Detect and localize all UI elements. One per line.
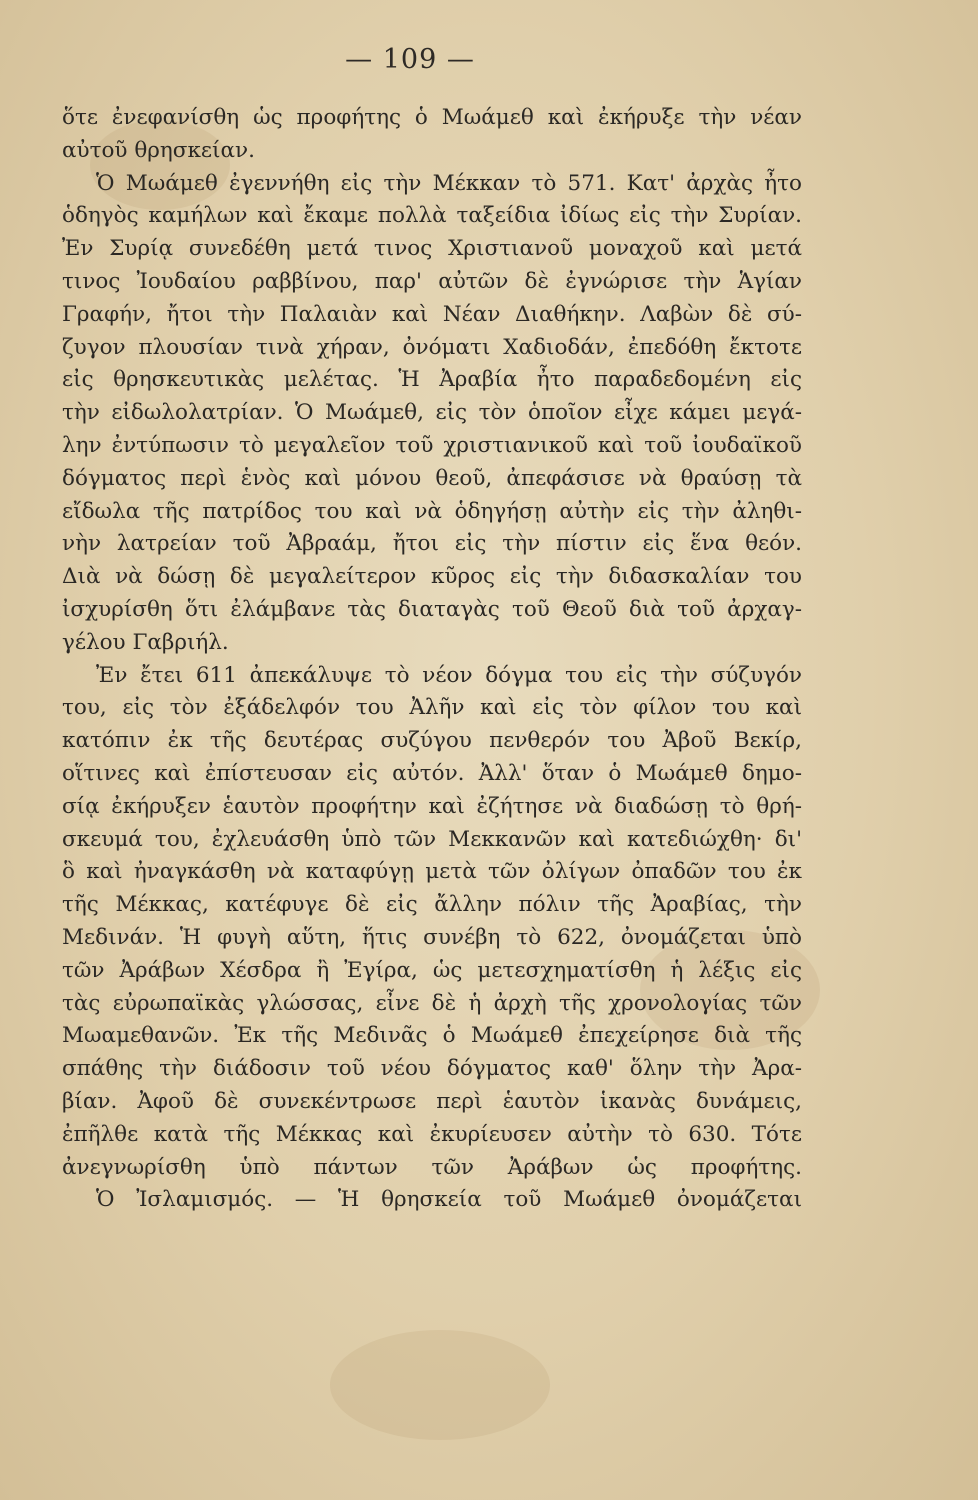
text-line: ζυγον πλουσίαν τινὰ χήραν, ὀνόματι Χαδιοδάν, ἐπεδόθη ἔκτοτε xyxy=(62,334,802,360)
text-line: ἐπῆλθε κατὰ τῆς Μέκκας καὶ ἐκυρίευσεν αὐτὴν τὸ 630. Τότε xyxy=(62,1121,802,1147)
text-line: τινος Ἰουδαίου ραββίνου, παρ' αὐτῶν δὲ ἐγνώρισε τὴν Ἁγίαν xyxy=(62,268,802,294)
text-line: τὰς εὐρωπαϊκὰς γλώσσας, εἶνε δὲ ἡ ἀρχὴ τῆς χρονολογίας τῶν xyxy=(62,990,802,1016)
text-line: Ἐν ἔτει 611 ἀπεκάλυψε τὸ νέον δόγμα του εἰς τὴν σύζυγόν xyxy=(96,662,802,688)
text-line: ἰσχυρίσθη ὅτι ἐλάμβανε τὰς διαταγὰς τοῦ Θεοῦ διὰ τοῦ ἀρχαγ- xyxy=(62,596,802,622)
text-line: αὐτοῦ θρησκείαν. xyxy=(62,137,255,163)
text-line: εἰς θρησκευτικὰς μελέτας. Ἡ Ἀραβία ἦτο παραδεδομένη εἰς xyxy=(62,367,802,393)
text-line: κατόπιν ἐκ τῆς δευτέρας συζύγου πενθερόν του Ἀβοῦ Βεκίρ, xyxy=(62,728,802,754)
body-text xyxy=(62,102,802,1217)
text-line: βίαν. Ἀφοῦ δὲ συνεκέντρωσε περὶ ἑαυτὸν ἱκανὰς δυνάμεις, xyxy=(62,1088,802,1114)
text-line: Ὁ Ἰσλαμισμός. — Ἡ θρησκεία τοῦ Μωάμεθ ὀνομάζεται xyxy=(96,1187,802,1213)
text-line: οἵτινες καὶ ἐπίστευσαν εἰς αὐτόν. Ἀλλ' ὅταν ὁ Μωάμεθ δημο- xyxy=(62,760,802,786)
text-line: τῶν Ἀράβων Χέσδρα ἢ Ἐγίρα, ὡς μετεσχηματίσθη ἡ λέξις εἰς xyxy=(62,957,802,983)
text-line: Μεδινάν. Ἡ φυγὴ αὕτη, ἥτις συνέβη τὸ 622, ὀνομάζεται ὑπὸ xyxy=(62,924,802,950)
text-line: σκευμά του, ἐχλευάσθη ὑπὸ τῶν Μεκκανῶν καὶ κατεδιώχθη· δι' xyxy=(62,826,802,852)
text-line: εἴδωλα τῆς πατρίδος του καὶ νὰ ὁδηγήσῃ αὐτὴν εἰς τὴν ἀληθι- xyxy=(62,498,802,524)
text-line: σίᾳ ἐκήρυξεν ἑαυτὸν προφήτην καὶ ἐζήτησε νὰ διαδώσῃ τὸ θρή- xyxy=(62,793,802,819)
page-number: — 109 — xyxy=(345,44,475,75)
text-line: Ἐν Συρίᾳ συνεδέθη μετά τινος Χριστιανοῦ μοναχοῦ καὶ μετά xyxy=(62,236,802,262)
text-line: γέλου Γαβριήλ. xyxy=(62,629,229,655)
text-line: λην ἐντύπωσιν τὸ μεγαλεῖον τοῦ χριστιανικοῦ καὶ τοῦ ἰουδαϊκοῦ xyxy=(62,432,802,458)
text-line: τῆς Μέκκας, κατέφυγε δὲ εἰς ἄλλην πόλιν τῆς Ἀραβίας, τὴν xyxy=(62,892,802,918)
paper-stain xyxy=(330,1330,550,1440)
text-line: Μωαμεθανῶν. Ἐκ τῆς Μεδινᾶς ὁ Μωάμεθ ἐπεχείρησε διὰ τῆς xyxy=(62,1023,802,1049)
text-line: Διὰ νὰ δώσῃ δὲ μεγαλείτερον κῦρος εἰς τὴν διδασκαλίαν του xyxy=(62,564,802,590)
text-line: ὃ καὶ ἠναγκάσθη νὰ καταφύγῃ μετὰ τῶν ὀλίγων ὀπαδῶν του ἐκ xyxy=(62,859,802,885)
text-line: ἀνεγνωρίσθη ὑπὸ πάντων τῶν Ἀράβων ὡς προφήτης. xyxy=(62,1154,802,1180)
text-line: ὅτε ἐνεφανίσθη ὡς προφήτης ὁ Μωάμεθ καὶ ἐκήρυξε τὴν νέαν xyxy=(62,105,802,130)
text-line: Ὁ Μωάμεθ ἐγεννήθη εἰς τὴν Μέκκαν τὸ 571. Κατ' ἀρχὰς ἦτο xyxy=(96,170,802,196)
text-line: ὁδηγὸς καμήλων καὶ ἔκαμε πολλὰ ταξείδια ἰδίως εἰς τὴν Συρίαν. xyxy=(62,203,802,229)
text-line: σπάθης τὴν διάδοσιν τοῦ νέου δόγματος καθ' ὅλην τὴν Ἀρα- xyxy=(62,1056,802,1082)
text-line: τὴν εἰδωλολατρίαν. Ὁ Μωάμεθ, εἰς τὸν ὁποῖον εἶχε κάμει μεγά- xyxy=(62,400,802,426)
text-line: νὴν λατρείαν τοῦ Ἀβραάμ, ἤτοι εἰς τὴν πίστιν εἰς ἕνα θεόν. xyxy=(62,531,802,557)
text-line: του, εἰς τὸν ἐξάδελφόν του Ἀλῆν καὶ εἰς τὸν φίλον του καὶ xyxy=(62,695,802,721)
text-line: Γραφήν, ἤτοι τὴν Παλαιὰν καὶ Νέαν Διαθήκην. Λαβὼν δὲ σύ- xyxy=(62,301,802,327)
text-line: δόγματος περὶ ἑνὸς καὶ μόνου θεοῦ, ἀπεφάσισε νὰ θραύσῃ τὰ xyxy=(62,465,802,491)
